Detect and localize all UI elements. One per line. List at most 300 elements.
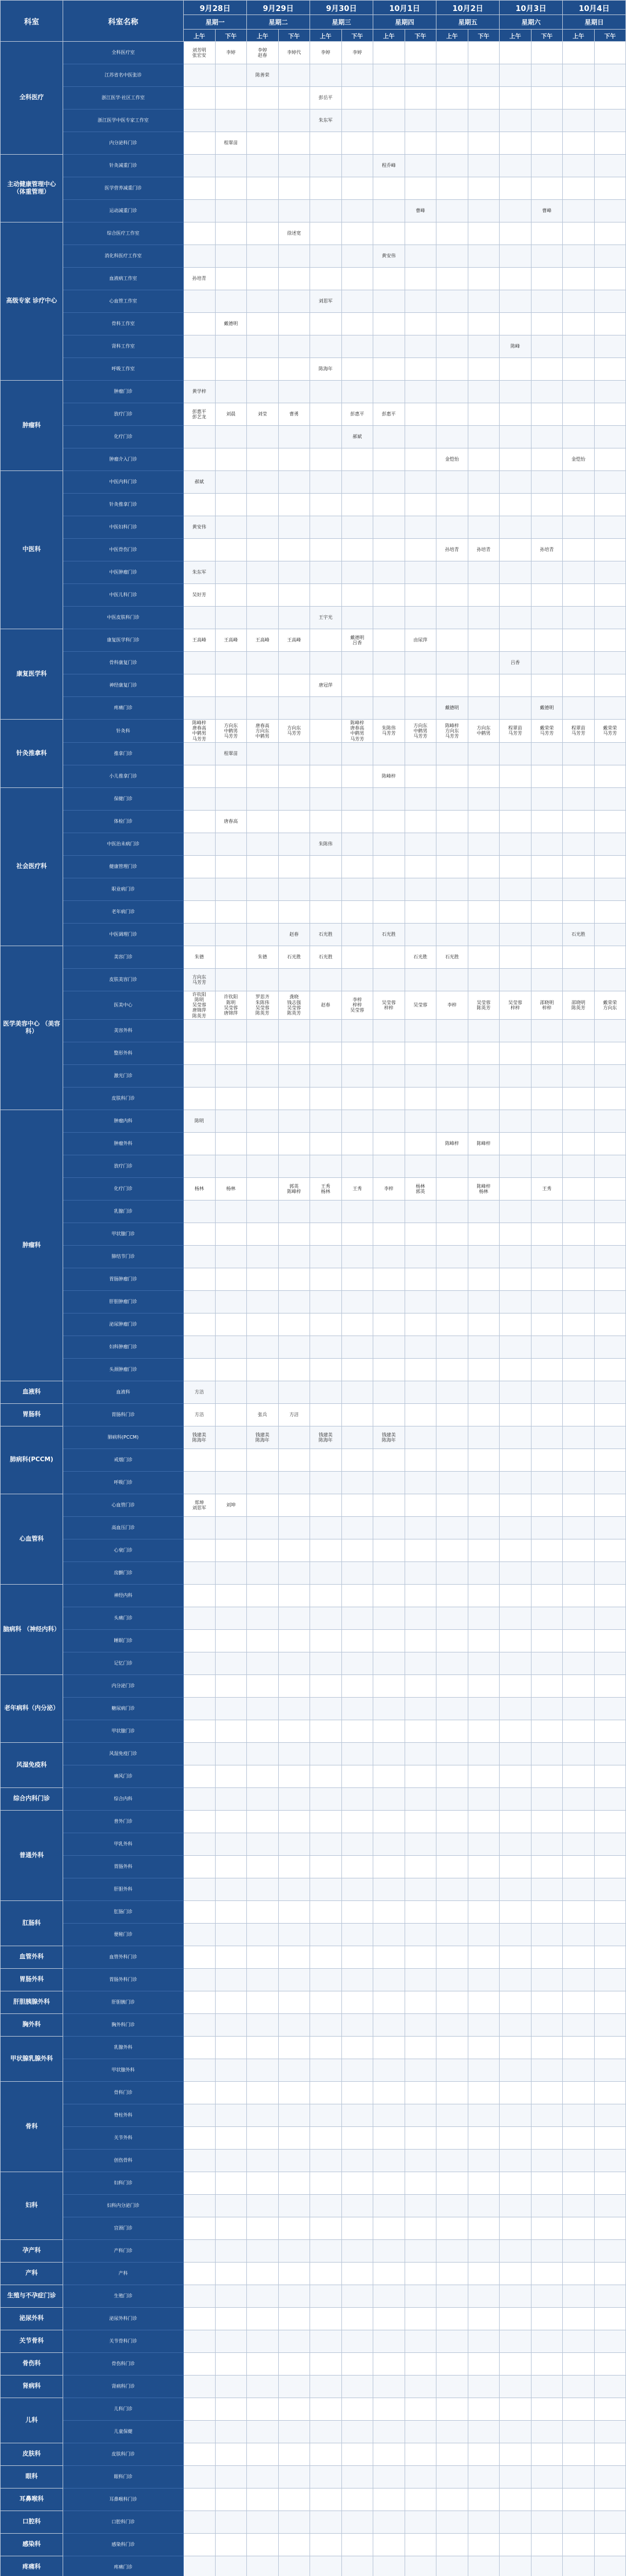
pm-doctor-cell bbox=[278, 2420, 310, 2443]
am-doctor-cell bbox=[500, 1584, 532, 1607]
department-name: 肿瘤科 bbox=[1, 1110, 63, 1381]
am-doctor-cell bbox=[436, 1110, 468, 1132]
department-name: 肝胆胰腺外科 bbox=[1, 1991, 63, 2013]
am-doctor-cell bbox=[563, 1652, 595, 1674]
pm-doctor-cell bbox=[341, 2081, 373, 2104]
pm-doctor-cell bbox=[278, 1245, 310, 1268]
am-doctor-cell bbox=[247, 607, 279, 629]
am-doctor-cell bbox=[310, 787, 342, 810]
pm-doctor-cell bbox=[594, 2556, 626, 2576]
am-doctor-cell bbox=[247, 313, 279, 335]
am-doctor-cell bbox=[563, 155, 595, 177]
am-doctor-cell bbox=[310, 1403, 342, 1426]
am-doctor-cell bbox=[184, 2443, 216, 2465]
pm-doctor-cell bbox=[341, 2556, 373, 2576]
pm-doctor-cell bbox=[594, 674, 626, 697]
pm-doctor-cell bbox=[468, 833, 500, 855]
pm-doctor-cell bbox=[468, 155, 500, 177]
department-name: 胸外科 bbox=[1, 2013, 63, 2036]
pm-doctor-cell bbox=[341, 200, 373, 222]
pm-doctor-cell bbox=[594, 2081, 626, 2104]
weekday-header: 星期一 bbox=[184, 15, 247, 30]
department-name: 中医科 bbox=[1, 471, 63, 629]
am-doctor-cell bbox=[310, 697, 342, 720]
am-doctor-cell bbox=[563, 1471, 595, 1494]
pm-doctor-cell bbox=[468, 2239, 500, 2262]
pm-doctor-cell bbox=[468, 2081, 500, 2104]
pm-doctor-cell: 吴莹蓉 bbox=[405, 991, 436, 1019]
pm-doctor-cell bbox=[278, 900, 310, 923]
am-doctor-cell: 金恺怡 bbox=[563, 448, 595, 471]
pm-doctor-cell bbox=[594, 1787, 626, 1810]
pm-doctor-cell bbox=[405, 2465, 436, 2488]
am-doctor-cell bbox=[373, 833, 405, 855]
pm-doctor-cell bbox=[531, 855, 563, 878]
pm-doctor-cell bbox=[405, 1855, 436, 1878]
am-doctor-cell bbox=[247, 968, 279, 991]
am-doctor-cell bbox=[184, 697, 216, 720]
pm-doctor-cell bbox=[278, 1042, 310, 1064]
am-doctor-cell bbox=[184, 2217, 216, 2239]
am-doctor-cell bbox=[500, 1358, 532, 1381]
pm-doctor-cell bbox=[341, 1019, 373, 1042]
department-name: 肿瘤科 bbox=[1, 381, 63, 471]
am-doctor-cell: 程乔峰 bbox=[373, 155, 405, 177]
pm-doctor-cell bbox=[594, 2511, 626, 2533]
am-doctor-cell: 戴德明 bbox=[436, 697, 468, 720]
am-doctor-cell bbox=[184, 1313, 216, 1336]
pm-doctor-cell bbox=[594, 1223, 626, 1245]
pm-doctor-cell bbox=[215, 607, 247, 629]
am-doctor-cell bbox=[436, 1064, 468, 1087]
am-doctor-cell bbox=[373, 2488, 405, 2511]
pm-doctor-cell bbox=[531, 900, 563, 923]
pm-doctor-cell bbox=[594, 1245, 626, 1268]
am-doctor-cell: 钱建美 陈海年 bbox=[247, 1426, 279, 1448]
pm-doctor-cell bbox=[531, 1787, 563, 1810]
pm-doctor-cell bbox=[594, 1381, 626, 1403]
pm-doctor-cell bbox=[531, 1607, 563, 1629]
pm-doctor-cell bbox=[531, 335, 563, 358]
pm-doctor-cell bbox=[594, 2285, 626, 2307]
schedule-row bbox=[1, 900, 626, 923]
am-doctor-cell bbox=[563, 1132, 595, 1155]
pm-doctor-cell bbox=[531, 2398, 563, 2420]
am-doctor-cell bbox=[310, 2352, 342, 2375]
pm-doctor-cell bbox=[594, 245, 626, 268]
am-doctor-cell bbox=[436, 2149, 468, 2172]
am-doctor-cell bbox=[373, 1900, 405, 1923]
schedule-row bbox=[1, 2104, 626, 2126]
pm-doctor-cell bbox=[341, 1968, 373, 1991]
pm-doctor-cell bbox=[468, 1765, 500, 1787]
pm-doctor-cell bbox=[531, 403, 563, 426]
am-doctor-cell bbox=[373, 42, 405, 64]
am-doctor-cell: 吴莹蓉 梓梓 bbox=[373, 991, 405, 1019]
pm-doctor-cell bbox=[468, 2285, 500, 2307]
pm-doctor-cell: 方洁 bbox=[278, 1403, 310, 1426]
pm-doctor-cell bbox=[531, 1584, 563, 1607]
pm-doctor-cell bbox=[405, 1471, 436, 1494]
pm-doctor-cell bbox=[278, 2217, 310, 2239]
pm-doctor-cell bbox=[278, 1923, 310, 1946]
department-name: 口腔科 bbox=[1, 2511, 63, 2533]
date-header: 9月29日 bbox=[247, 1, 310, 15]
pm-doctor-cell bbox=[594, 787, 626, 810]
schedule-row bbox=[1, 1833, 626, 1855]
pm-doctor-cell bbox=[468, 946, 500, 968]
am-doctor-cell bbox=[310, 900, 342, 923]
am-doctor-cell bbox=[247, 2194, 279, 2217]
pm-doctor-cell bbox=[278, 1313, 310, 1336]
pm-doctor-cell bbox=[594, 1900, 626, 1923]
pm-doctor-cell bbox=[405, 1358, 436, 1381]
pm-doctor-cell bbox=[341, 2059, 373, 2081]
pm-doctor-cell bbox=[531, 629, 563, 652]
am-doctor-cell bbox=[310, 2375, 342, 2398]
am-doctor-cell bbox=[310, 968, 342, 991]
am-doctor-cell bbox=[310, 2217, 342, 2239]
clinic-name: 口腔科门诊 bbox=[63, 2511, 184, 2533]
clinic-name: 浙江医学中医专家工作室 bbox=[63, 110, 184, 132]
am-doctor-cell bbox=[373, 1561, 405, 1584]
am-doctor-cell bbox=[500, 2420, 532, 2443]
am-doctor-cell bbox=[563, 1381, 595, 1403]
am-doctor-cell: 陈峰梓 bbox=[436, 1132, 468, 1155]
am-doctor-cell bbox=[310, 448, 342, 471]
pm-doctor-cell bbox=[215, 2036, 247, 2059]
am-doctor-cell bbox=[436, 1516, 468, 1539]
am-doctor-cell bbox=[373, 64, 405, 87]
am-doctor-cell bbox=[436, 1087, 468, 1110]
am-doctor-cell bbox=[247, 2443, 279, 2465]
am-doctor-cell bbox=[247, 1787, 279, 1810]
pm-doctor-cell bbox=[468, 2398, 500, 2420]
pm-doctor-cell bbox=[594, 42, 626, 64]
pm-doctor-cell bbox=[531, 2036, 563, 2059]
pm-doctor-cell bbox=[215, 1358, 247, 1381]
am-doctor-cell bbox=[184, 1539, 216, 1561]
pm-doctor-cell bbox=[341, 1358, 373, 1381]
am-doctor-cell bbox=[436, 2511, 468, 2533]
pm-doctor-cell bbox=[215, 2465, 247, 2488]
am-doctor-cell bbox=[247, 381, 279, 403]
am-doctor-cell bbox=[373, 652, 405, 674]
pm-doctor-cell bbox=[341, 1674, 373, 1697]
pm-doctor-cell: 郝斌 bbox=[341, 426, 373, 448]
pm-doctor-cell bbox=[215, 1991, 247, 2013]
schedule-row bbox=[1, 1855, 626, 1878]
am-doctor-cell bbox=[373, 2330, 405, 2352]
pm-doctor-cell: 曹峰 bbox=[405, 200, 436, 222]
schedule-row bbox=[1, 1268, 626, 1290]
weekday-header: 星期四 bbox=[373, 15, 436, 30]
pm-header: 下午 bbox=[341, 30, 373, 42]
am-doctor-cell bbox=[184, 200, 216, 222]
am-doctor-cell bbox=[500, 1629, 532, 1652]
am-doctor-cell bbox=[436, 1403, 468, 1426]
schedule-row bbox=[1, 1946, 626, 1968]
pm-doctor-cell bbox=[531, 810, 563, 833]
am-doctor-cell bbox=[184, 2420, 216, 2443]
am-doctor-cell bbox=[436, 1042, 468, 1064]
pm-doctor-cell bbox=[341, 1810, 373, 1833]
pm-doctor-cell bbox=[341, 313, 373, 335]
clinic-name: 康复医学科门诊 bbox=[63, 629, 184, 652]
pm-doctor-cell bbox=[405, 1087, 436, 1110]
am-doctor-cell bbox=[563, 1200, 595, 1223]
department-name: 普通外科 bbox=[1, 1810, 63, 1900]
pm-doctor-cell bbox=[405, 1290, 436, 1313]
pm-doctor-cell bbox=[215, 1042, 247, 1064]
pm-doctor-cell bbox=[594, 1833, 626, 1855]
department-name: 关节骨科 bbox=[1, 2330, 63, 2352]
am-doctor-cell bbox=[247, 652, 279, 674]
am-doctor-cell bbox=[436, 2352, 468, 2375]
am-doctor-cell bbox=[184, 1720, 216, 1742]
pm-doctor-cell bbox=[278, 2556, 310, 2576]
pm-doctor-cell bbox=[468, 2036, 500, 2059]
pm-doctor-cell bbox=[278, 1132, 310, 1155]
clinic-name: 肝胆胰门诊 bbox=[63, 1991, 184, 2013]
am-doctor-cell bbox=[436, 335, 468, 358]
pm-doctor-cell bbox=[341, 2488, 373, 2511]
am-doctor-cell bbox=[500, 2013, 532, 2036]
pm-doctor-cell bbox=[278, 810, 310, 833]
pm-doctor-cell bbox=[468, 878, 500, 900]
schedule-row bbox=[1, 855, 626, 878]
pm-doctor-cell bbox=[405, 42, 436, 64]
pm-doctor-cell bbox=[278, 1968, 310, 1991]
clinic-name: 睡眠门诊 bbox=[63, 1629, 184, 1652]
pm-doctor-cell: 唐春高 bbox=[215, 810, 247, 833]
am-doctor-cell bbox=[500, 2307, 532, 2330]
clinic-name: 化疗门诊 bbox=[63, 1177, 184, 1200]
am-doctor-cell bbox=[373, 561, 405, 584]
pm-doctor-cell bbox=[468, 313, 500, 335]
pm-doctor-cell bbox=[531, 245, 563, 268]
am-doctor-cell bbox=[436, 1742, 468, 1765]
clinic-name: 记忆门诊 bbox=[63, 1652, 184, 1674]
pm-doctor-cell bbox=[468, 561, 500, 584]
pm-doctor-cell bbox=[468, 2104, 500, 2126]
pm-doctor-cell bbox=[531, 1403, 563, 1426]
pm-doctor-cell bbox=[405, 1042, 436, 1064]
am-doctor-cell bbox=[247, 1381, 279, 1403]
am-doctor-cell bbox=[500, 2375, 532, 2398]
am-doctor-cell bbox=[373, 2375, 405, 2398]
am-doctor-cell bbox=[500, 1742, 532, 1765]
am-doctor-cell bbox=[184, 1245, 216, 1268]
pm-doctor-cell bbox=[531, 2172, 563, 2194]
pm-doctor-cell bbox=[215, 1584, 247, 1607]
am-doctor-cell bbox=[184, 742, 216, 765]
am-doctor-cell bbox=[310, 742, 342, 765]
clinic-header: 科室名称 bbox=[63, 1, 184, 42]
pm-doctor-cell: 方向东 中鹤男 马芳芳 bbox=[405, 720, 436, 743]
schedule-row bbox=[1, 2330, 626, 2352]
am-doctor-cell bbox=[373, 1946, 405, 1968]
pm-doctor-cell bbox=[594, 1313, 626, 1336]
pm-doctor-cell bbox=[468, 1652, 500, 1674]
am-doctor-cell bbox=[310, 2126, 342, 2149]
pm-doctor-cell bbox=[341, 2465, 373, 2488]
am-doctor-cell bbox=[500, 1968, 532, 1991]
am-doctor-cell bbox=[436, 855, 468, 878]
am-doctor-cell bbox=[500, 878, 532, 900]
pm-doctor-cell bbox=[405, 1765, 436, 1787]
am-doctor-cell bbox=[500, 629, 532, 652]
pm-doctor-cell bbox=[341, 1381, 373, 1403]
pm-doctor-cell bbox=[531, 2511, 563, 2533]
pm-doctor-cell bbox=[215, 1855, 247, 1878]
am-doctor-cell bbox=[436, 42, 468, 64]
am-doctor-cell bbox=[563, 1516, 595, 1539]
pm-doctor-cell bbox=[594, 313, 626, 335]
pm-doctor-cell bbox=[341, 2398, 373, 2420]
pm-doctor-cell bbox=[405, 2420, 436, 2443]
pm-doctor-cell bbox=[278, 1426, 310, 1448]
am-doctor-cell bbox=[500, 2081, 532, 2104]
pm-doctor-cell bbox=[215, 1268, 247, 1290]
pm-doctor-cell bbox=[468, 403, 500, 426]
pm-doctor-cell bbox=[468, 110, 500, 132]
pm-doctor-cell bbox=[531, 2488, 563, 2511]
am-doctor-cell bbox=[184, 1765, 216, 1787]
pm-doctor-cell bbox=[278, 2330, 310, 2352]
pm-doctor-cell bbox=[341, 923, 373, 946]
clinic-name: 甲乳外科 bbox=[63, 1833, 184, 1855]
pm-doctor-cell bbox=[341, 561, 373, 584]
pm-doctor-cell bbox=[278, 1674, 310, 1697]
am-doctor-cell bbox=[500, 1448, 532, 1471]
pm-doctor-cell bbox=[341, 2511, 373, 2533]
pm-doctor-cell bbox=[341, 2262, 373, 2285]
am-doctor-cell bbox=[184, 2013, 216, 2036]
am-doctor-cell bbox=[184, 833, 216, 855]
pm-doctor-cell bbox=[341, 222, 373, 245]
pm-doctor-cell bbox=[341, 1720, 373, 1742]
pm-doctor-cell bbox=[405, 1516, 436, 1539]
pm-doctor-cell: 杨林 郭英 bbox=[405, 1177, 436, 1200]
am-doctor-cell bbox=[310, 426, 342, 448]
clinic-name: 糖尿病门诊 bbox=[63, 1697, 184, 1720]
am-doctor-cell bbox=[563, 200, 595, 222]
pm-doctor-cell bbox=[468, 855, 500, 878]
am-doctor-cell bbox=[500, 2398, 532, 2420]
pm-doctor-cell bbox=[278, 1584, 310, 1607]
am-doctor-cell bbox=[310, 1471, 342, 1494]
pm-doctor-cell bbox=[468, 358, 500, 381]
am-doctor-cell bbox=[310, 2149, 342, 2172]
am-doctor-cell bbox=[500, 87, 532, 110]
am-doctor-cell bbox=[373, 2126, 405, 2149]
schedule-row bbox=[1, 1087, 626, 1110]
pm-doctor-cell bbox=[405, 335, 436, 358]
am-header: 上午 bbox=[247, 30, 279, 42]
pm-doctor-cell bbox=[278, 1787, 310, 1810]
pm-doctor-cell bbox=[594, 2307, 626, 2330]
schedule-row bbox=[1, 1561, 626, 1584]
am-doctor-cell bbox=[436, 1313, 468, 1336]
pm-doctor-cell bbox=[278, 448, 310, 471]
am-doctor-cell bbox=[247, 900, 279, 923]
pm-doctor-cell bbox=[594, 1336, 626, 1358]
pm-doctor-cell bbox=[531, 358, 563, 381]
pm-doctor-cell bbox=[594, 1155, 626, 1177]
am-doctor-cell bbox=[563, 245, 595, 268]
am-doctor-cell bbox=[310, 2443, 342, 2465]
am-doctor-cell bbox=[247, 765, 279, 787]
pm-doctor-cell: 邵晓明 梓梓 bbox=[531, 991, 563, 1019]
pm-doctor-cell bbox=[341, 268, 373, 290]
pm-doctor-cell bbox=[278, 1810, 310, 1833]
pm-doctor-cell bbox=[278, 1448, 310, 1471]
am-doctor-cell bbox=[247, 2172, 279, 2194]
am-doctor-cell bbox=[563, 1064, 595, 1087]
pm-doctor-cell bbox=[215, 1019, 247, 1042]
am-doctor-cell: 吕香 bbox=[500, 652, 532, 674]
pm-doctor-cell bbox=[278, 1290, 310, 1313]
pm-doctor-cell bbox=[468, 290, 500, 313]
am-doctor-cell bbox=[500, 2352, 532, 2375]
am-doctor-cell bbox=[373, 1652, 405, 1674]
pm-doctor-cell bbox=[594, 1110, 626, 1132]
am-doctor-cell bbox=[436, 2194, 468, 2217]
pm-doctor-cell bbox=[531, 2013, 563, 2036]
am-doctor-cell bbox=[247, 1313, 279, 1336]
pm-doctor-cell bbox=[531, 177, 563, 200]
am-doctor-cell bbox=[310, 245, 342, 268]
am-doctor-cell bbox=[373, 1132, 405, 1155]
am-doctor-cell bbox=[436, 132, 468, 155]
am-doctor-cell bbox=[184, 1358, 216, 1381]
am-doctor-cell: 钱建美 陈海年 bbox=[184, 1426, 216, 1448]
am-doctor-cell bbox=[247, 1900, 279, 1923]
pm-doctor-cell bbox=[341, 1471, 373, 1494]
pm-doctor-cell: 郭英 陈峰梓 bbox=[278, 1177, 310, 1200]
department-name: 儿科 bbox=[1, 2398, 63, 2443]
schedule-row bbox=[1, 1810, 626, 1833]
am-doctor-cell bbox=[184, 290, 216, 313]
schedule-row bbox=[1, 1132, 626, 1155]
department-name: 综合内科门诊 bbox=[1, 1787, 63, 1810]
pm-doctor-cell bbox=[594, 1403, 626, 1426]
am-doctor-cell bbox=[247, 1494, 279, 1516]
pm-doctor-cell bbox=[215, 1720, 247, 1742]
am-doctor-cell bbox=[247, 494, 279, 516]
am-doctor-cell bbox=[247, 448, 279, 471]
pm-doctor-cell bbox=[215, 900, 247, 923]
department-name: 全科医疗 bbox=[1, 42, 63, 155]
pm-doctor-cell bbox=[594, 290, 626, 313]
am-doctor-cell bbox=[563, 1087, 595, 1110]
clinic-name: 神经内科 bbox=[63, 1584, 184, 1607]
am-doctor-cell bbox=[500, 2285, 532, 2307]
am-doctor-cell bbox=[436, 494, 468, 516]
am-doctor-cell bbox=[500, 1539, 532, 1561]
am-doctor-cell bbox=[247, 2533, 279, 2556]
am-doctor-cell bbox=[247, 1516, 279, 1539]
am-doctor-cell bbox=[310, 335, 342, 358]
am-doctor-cell: 王秀 杨林 bbox=[310, 1177, 342, 1200]
department-name: 高级专家 诊疗中心 bbox=[1, 222, 63, 381]
schedule-row bbox=[1, 584, 626, 607]
am-doctor-cell bbox=[373, 2556, 405, 2576]
am-doctor-cell bbox=[436, 1177, 468, 1200]
schedule-row bbox=[1, 1471, 626, 1494]
pm-doctor-cell bbox=[531, 2194, 563, 2217]
